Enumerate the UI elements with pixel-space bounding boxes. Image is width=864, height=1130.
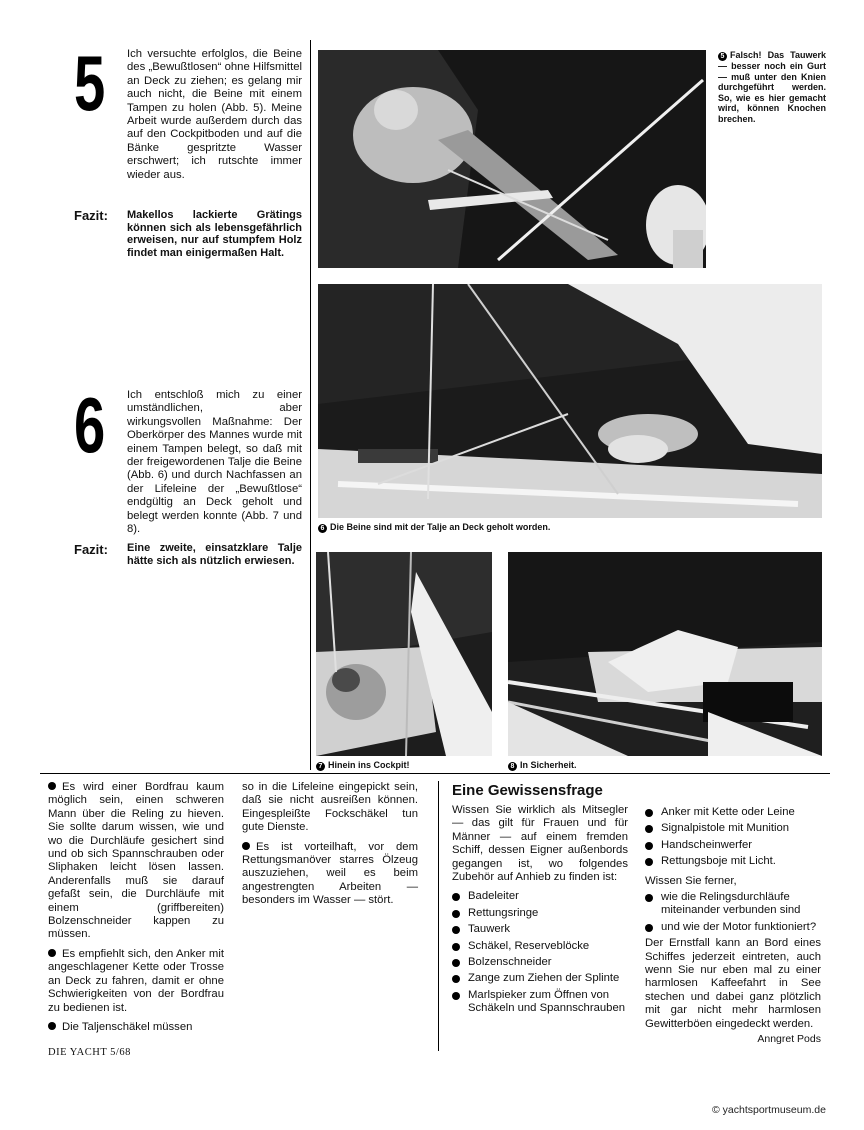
col3-intro: Wissen Sie wirklich als Mitsegler — das gilt für Frauen und für Männer — auf einem fremden Schiff, dessen Eigner außenbords gegangen ist, wo folgendes Zubehör auf Anhieb zu finden ist:	[452, 804, 628, 884]
equipment-list	[452, 890, 628, 1015]
list-item: Zange zum Ziehen der Splinte	[452, 972, 628, 985]
photo-8	[508, 552, 822, 756]
list-item: Tauwerk	[452, 923, 628, 936]
caption-photo-6	[318, 522, 822, 533]
fazit-label-5: Fazit:	[74, 208, 108, 223]
bullet-icon	[242, 842, 250, 850]
fazit-text-5: Makellos lackierte Grätings können sich als lebensgefährlich erweisen, nur auf stumpfem Holz findet man einigermaßen Halt.	[127, 209, 302, 259]
caption-number-8: 8	[508, 762, 517, 771]
column-3	[452, 782, 628, 1019]
bullet-icon	[48, 782, 56, 790]
caption-number-6: 6	[318, 524, 327, 533]
section-6-text: Ich entschloß mich zu einer umständlichen, aber wirkungsvollen Maßnahme: Der Oberkörper des Mannes wurde mit einem Tampen belegt, so daß mit der freigewordenen Talje die Beine (Abb. 6) und durch Nachfassen an der Lifeleine der „Bewußtlose“ endgültig an Deck geholt und belegt werden konnte (Abb. 7 und 8).	[127, 389, 302, 536]
photo-5	[318, 50, 706, 268]
column-4	[645, 806, 821, 1047]
col4-ferner: Wissen Sie ferner,	[645, 874, 737, 887]
section-divider	[40, 773, 830, 774]
caption-text-8: In Sicherheit.	[520, 760, 577, 770]
equipment-list-continued	[645, 806, 821, 869]
caption-photo-5	[718, 50, 826, 124]
list-item: Signalpistole mit Munition	[645, 822, 821, 835]
list-item: Marlspieker zum Öffnen von Schäkeln und Spannschrauben	[452, 989, 628, 1016]
section-5-text: Ich versuchte erfolglos, die Beine des „Bewußtlosen“ ohne Hilfsmittel an Deck zu ziehen; es gelang mir auch nicht, die Beine mit einem Tampen zu holen (Abb. 5). Meine Arbeit wurde außerdem durch das auf den Cockpitboden und auf die Bänke gespritzte Wasser erschwert; ich rutschte immer wieder aus.	[127, 48, 302, 181]
list-item: wie die Relingsdurchläufe miteinander verbunden sind	[645, 891, 821, 918]
list-item: Handscheinwerfer	[645, 839, 821, 852]
col2-paragraph-2-text: Es ist vorteilhaft, vor dem Rettungsmanöver starres Ölzeug auszuziehen, weil es beim angestrengten Arbeiten — besonders im Wasser — stört.	[242, 840, 418, 907]
author-name: Anngret Pods	[757, 1033, 821, 1046]
section-number-6: 6	[74, 381, 104, 469]
col2-paragraph-2	[242, 841, 418, 908]
photo-6	[318, 284, 822, 518]
fazit-text-6: Eine zweite, einsatzklare Talje hätte sich als nützlich erwiesen.	[127, 542, 302, 567]
col1-paragraph-1-text: Es wird einer Bordfrau kaum möglich sein, einen schweren Mann über die Reling zu hieven. Sie sollte darum wissen, wie und wo die Durchläufe gesichert sind und ob sich Spannschrauben oder Sliphaken leicht lösen lassen. Anderenfalls muß sie darauf gefaßt sein, die Durchläufe mit einem (griffbereiten) Bolzenschneider kappen zu müssen.	[48, 781, 224, 941]
caption-text-5: Falsch! Das Tauwerk — besser noch ein Gurt — muß unter den Knien durchgeführt werden. So, wie es hier gemacht wird, können Knochen brechen.	[718, 50, 826, 124]
column-divider	[310, 40, 311, 770]
col1-paragraph-3	[48, 1021, 224, 1034]
list-item: Bolzenschneider	[452, 956, 628, 969]
photo-7	[316, 552, 492, 756]
caption-text-6: Die Beine sind mit der Talje an Deck geholt worden.	[330, 522, 551, 532]
col1-paragraph-2	[48, 948, 224, 1015]
col1-paragraph-3-text: Die Taljenschäkel müssen	[62, 1020, 193, 1033]
copyright-watermark: © yachtsportmuseum.de	[712, 1104, 826, 1116]
list-item: Schäkel, Reserveblöcke	[452, 940, 628, 953]
list-item: Badeleiter	[452, 890, 628, 903]
list-item: Anker mit Kette oder Leine	[645, 806, 821, 819]
list-item: und wie der Motor funktioniert?	[645, 921, 821, 934]
column-2	[242, 781, 418, 914]
fazit-label-6: Fazit:	[74, 542, 108, 557]
knowledge-list	[645, 891, 821, 934]
caption-photo-8	[508, 760, 822, 771]
caption-text-7: Hinein ins Cockpit!	[328, 760, 410, 770]
caption-number-7: 7	[316, 762, 325, 771]
col4-closing: Der Ernstfall kann an Bord eines Schiffes jederzeit eintreten, auch wenn Sie nur eben mal zu einer harmlosen Kaffeefahrt in See stechen und dabei ganz plötzlich mit gar nicht mehr harmlosen Gewitterböen eingedeckt werden.	[645, 937, 821, 1030]
column-1	[48, 781, 224, 1040]
col2-paragraph-1: so in die Lifeleine eingepickt sein, daß sie nicht ausreißen können. Eingespleißte Fockschäkel tun gute Dienste.	[242, 781, 418, 834]
column-3-rule	[438, 781, 439, 1051]
section-heading: Eine Gewissensfrage	[452, 782, 603, 799]
list-item: Rettungsboje mit Licht.	[645, 855, 821, 868]
bullet-icon	[48, 949, 56, 957]
bullet-icon	[48, 1022, 56, 1030]
col1-paragraph-2-text: Es empfiehlt sich, den Anker mit angeschlagener Kette oder Trosse an Deck zu fahren, damit er ohne Schwierigkeiten von der Bordfrau zu bedienen ist.	[48, 947, 224, 1014]
caption-number-5: 5	[718, 52, 727, 61]
list-item: Rettungsringe	[452, 907, 628, 920]
col1-paragraph-1	[48, 781, 224, 942]
caption-photo-7	[316, 760, 492, 771]
magazine-footer: DIE YACHT 5/68	[48, 1047, 131, 1058]
section-number-5: 5	[74, 39, 104, 127]
